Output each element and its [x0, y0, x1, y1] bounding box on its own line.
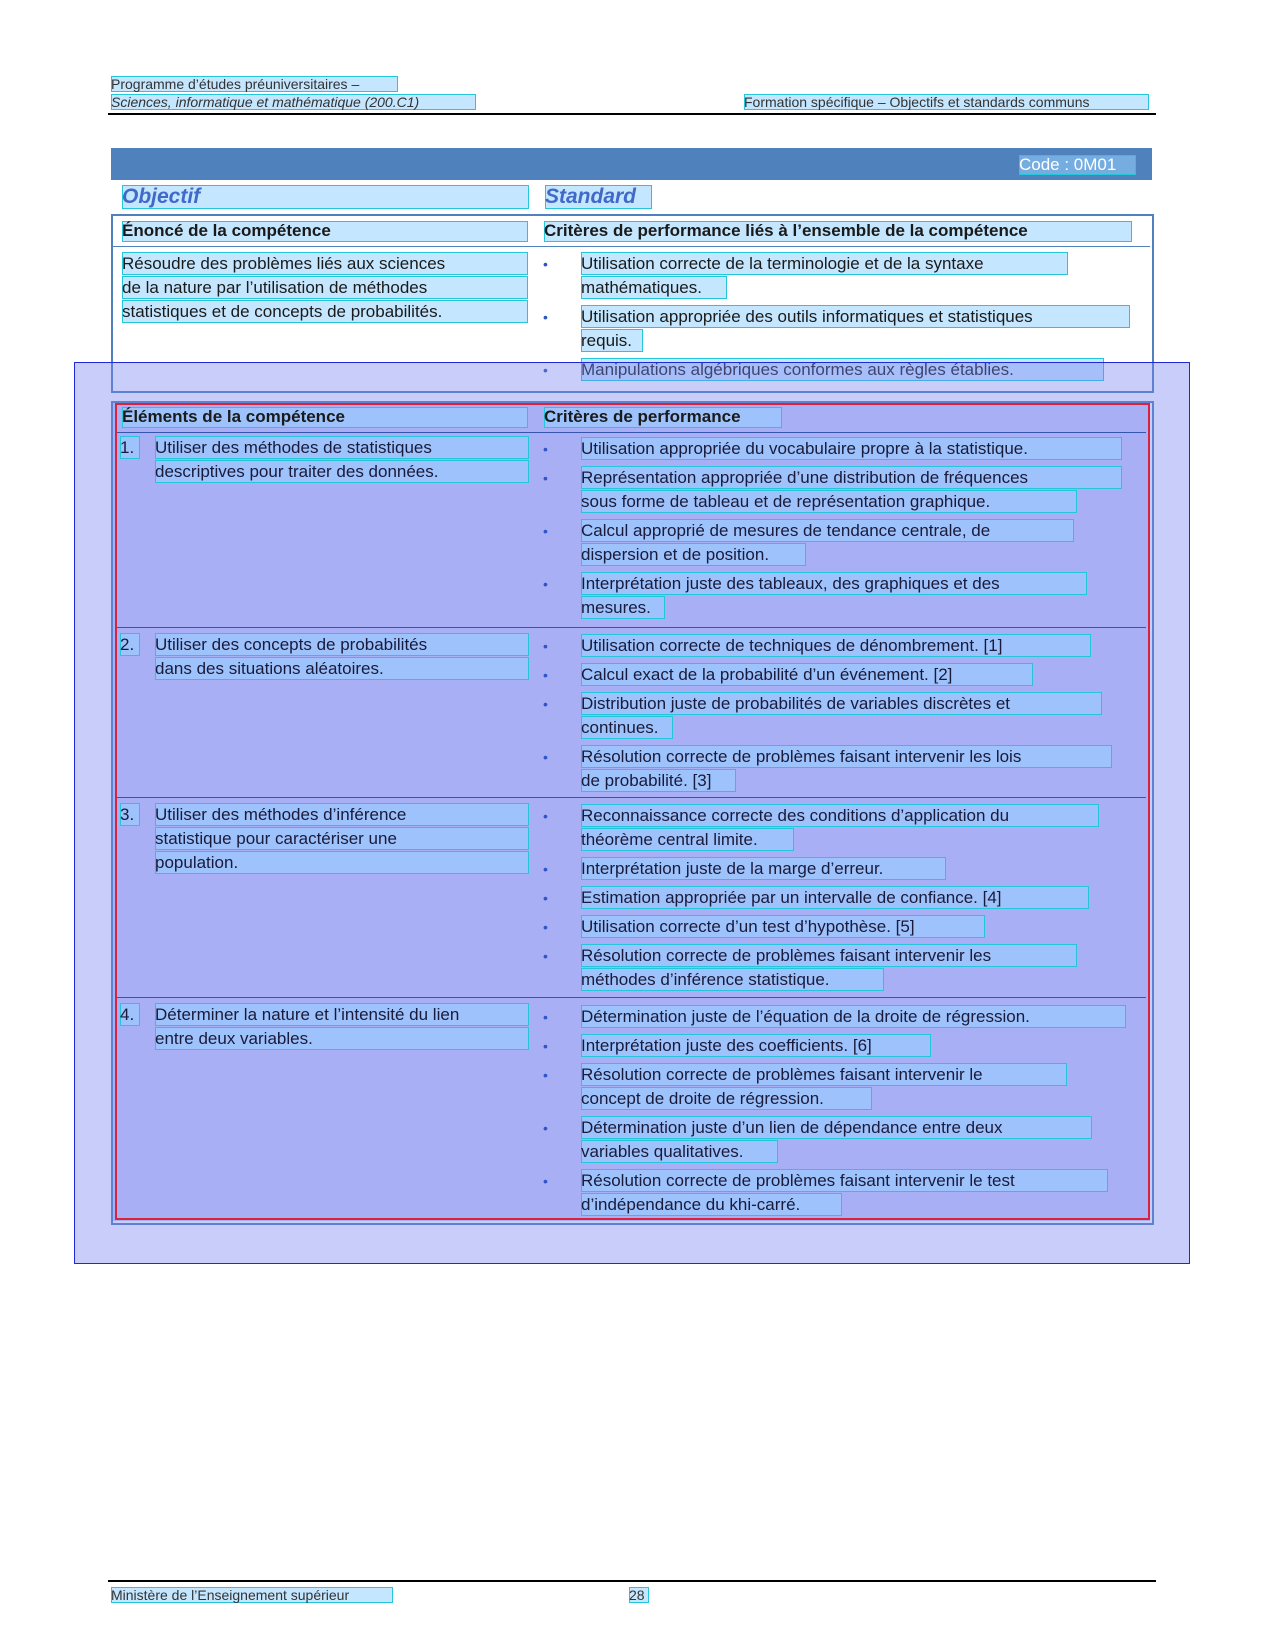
criterion-text: de probabilité. [3] — [581, 769, 736, 792]
element-text: Utiliser des méthodes d’inférence — [155, 803, 529, 826]
bullet-icon: • — [543, 470, 548, 486]
bullet-icon: • — [543, 808, 548, 824]
criterion-text: sous forme de tableau et de représentation graphique. — [581, 490, 1077, 513]
standard-title: Standard — [545, 185, 652, 209]
bullet-icon: • — [543, 1009, 548, 1025]
bullet-icon: • — [543, 1038, 548, 1054]
global-criterion: requis. — [581, 329, 643, 352]
global-criteria-heading: Critères de performance liés à l’ensemble de la compétence — [544, 221, 1132, 242]
criterion-text: Interprétation juste des coefficients. [6] — [581, 1034, 931, 1057]
criterion-text: Reconnaissance correcte des conditions d’application du — [581, 804, 1099, 827]
elements-heading: Éléments de la compétence — [122, 407, 528, 428]
competence-header-rule — [113, 246, 1150, 247]
global-criterion: Manipulations algébriques conformes aux règles établies. — [581, 358, 1104, 381]
bullet-icon: • — [543, 1120, 548, 1136]
criterion-text: Calcul approprié de mesures de tendance centrale, de — [581, 519, 1074, 542]
global-criterion: mathématiques. — [581, 276, 727, 299]
statement-line: de la nature par l’utilisation de méthodes — [122, 276, 528, 299]
criterion-text: Estimation appropriée par un intervalle de confiance. [4] — [581, 886, 1089, 909]
bullet-icon: • — [543, 441, 548, 457]
criterion-text: Résolution correcte de problèmes faisant intervenir le test — [581, 1169, 1108, 1192]
bullet-icon: • — [543, 890, 548, 906]
row-divider — [117, 797, 1146, 798]
element-text: dans des situations aléatoires. — [155, 657, 529, 680]
criterion-text: Représentation appropriée d’une distribution de fréquences — [581, 466, 1122, 489]
footer-rule — [108, 1580, 1156, 1582]
element-text: population. — [155, 851, 529, 874]
criterion-text: théorème central limite. — [581, 828, 794, 851]
criteria-heading: Critères de performance — [544, 407, 782, 428]
bullet-icon: • — [543, 576, 548, 592]
criterion-text: variables qualitatives. — [581, 1140, 778, 1163]
objective-title: Objectif — [122, 185, 529, 209]
element-number: 2. — [120, 633, 140, 656]
footer-ministry: Ministère de l’Enseignement supérieur — [111, 1587, 393, 1603]
element-text: Utiliser des méthodes de statistiques — [155, 436, 529, 459]
criterion-text: Interprétation juste des tableaux, des graphiques et des — [581, 572, 1087, 595]
row-divider — [117, 432, 1146, 433]
bullet-icon: • — [543, 638, 548, 654]
header-section: Formation spécifique – Objectifs et standards communs — [744, 94, 1149, 110]
element-number: 4. — [120, 1003, 140, 1026]
criterion-text: Résolution correcte de problèmes faisant intervenir les lois — [581, 745, 1112, 768]
bullet-icon: • — [543, 1067, 548, 1083]
bullet-icon: • — [543, 309, 548, 325]
criterion-text: méthodes d’inférence statistique. — [581, 968, 884, 991]
header-program: Sciences, informatique et mathématique (200.C1) — [111, 94, 476, 110]
element-text: descriptives pour traiter des données. — [155, 460, 529, 483]
bullet-icon: • — [543, 523, 548, 539]
global-criterion: Utilisation appropriée des outils informatiques et statistiques — [581, 305, 1130, 328]
criterion-text: continues. — [581, 716, 673, 739]
bullet-icon: • — [543, 948, 548, 964]
element-number: 1. — [120, 436, 140, 459]
criterion-text: Détermination juste de l’équation de la droite de régression. — [581, 1005, 1126, 1028]
bullet-icon: • — [543, 696, 548, 712]
criterion-text: d’indépendance du khi-carré. — [581, 1193, 842, 1216]
bullet-icon: • — [543, 362, 548, 378]
element-text: entre deux variables. — [155, 1027, 529, 1050]
code-bar — [111, 148, 1152, 180]
statement-line: Résoudre des problèmes liés aux sciences — [122, 252, 528, 275]
element-number: 3. — [120, 803, 140, 826]
element-text: Déterminer la nature et l’intensité du lien — [155, 1003, 529, 1026]
criterion-text: concept de droite de régression. — [581, 1087, 872, 1110]
statement-line: statistiques et de concepts de probabilités. — [122, 300, 528, 323]
criterion-text: Résolution correcte de problèmes faisant intervenir les — [581, 944, 1077, 967]
criterion-text: Calcul exact de la probabilité d’un événement. [2] — [581, 663, 1033, 686]
global-criterion: Utilisation correcte de la terminologie et de la syntaxe — [581, 252, 1068, 275]
header-line1: Programme d’études préuniversitaires – — [111, 76, 398, 92]
criterion-text: Utilisation appropriée du vocabulaire propre à la statistique. — [581, 437, 1122, 460]
bullet-icon: • — [543, 861, 548, 877]
bullet-icon: • — [543, 667, 548, 683]
page-number: 28 — [629, 1587, 649, 1603]
criterion-text: Résolution correcte de problèmes faisant intervenir le — [581, 1063, 1067, 1086]
criterion-text: Utilisation correcte d’un test d’hypothèse. [5] — [581, 915, 985, 938]
criterion-text: Détermination juste d’un lien de dépendance entre deux — [581, 1116, 1092, 1139]
element-text: statistique pour caractériser une — [155, 827, 529, 850]
bullet-icon: • — [543, 1173, 548, 1189]
criterion-text: Interprétation juste de la marge d’erreur. — [581, 857, 946, 880]
element-text: Utiliser des concepts de probabilités — [155, 633, 529, 656]
bullet-icon: • — [543, 919, 548, 935]
row-divider — [117, 997, 1146, 998]
bullet-icon: • — [543, 256, 548, 272]
statement-heading: Énoncé de la compétence — [122, 221, 528, 242]
criterion-text: mesures. — [581, 596, 665, 619]
code-label: Code : 0M01 — [1019, 155, 1136, 175]
bullet-icon: • — [543, 749, 548, 765]
criterion-text: Utilisation correcte de techniques de dénombrement. [1] — [581, 634, 1091, 657]
criterion-text: dispersion et de position. — [581, 543, 806, 566]
row-divider — [117, 627, 1146, 628]
header-rule — [108, 113, 1156, 115]
criterion-text: Distribution juste de probabilités de variables discrètes et — [581, 692, 1102, 715]
